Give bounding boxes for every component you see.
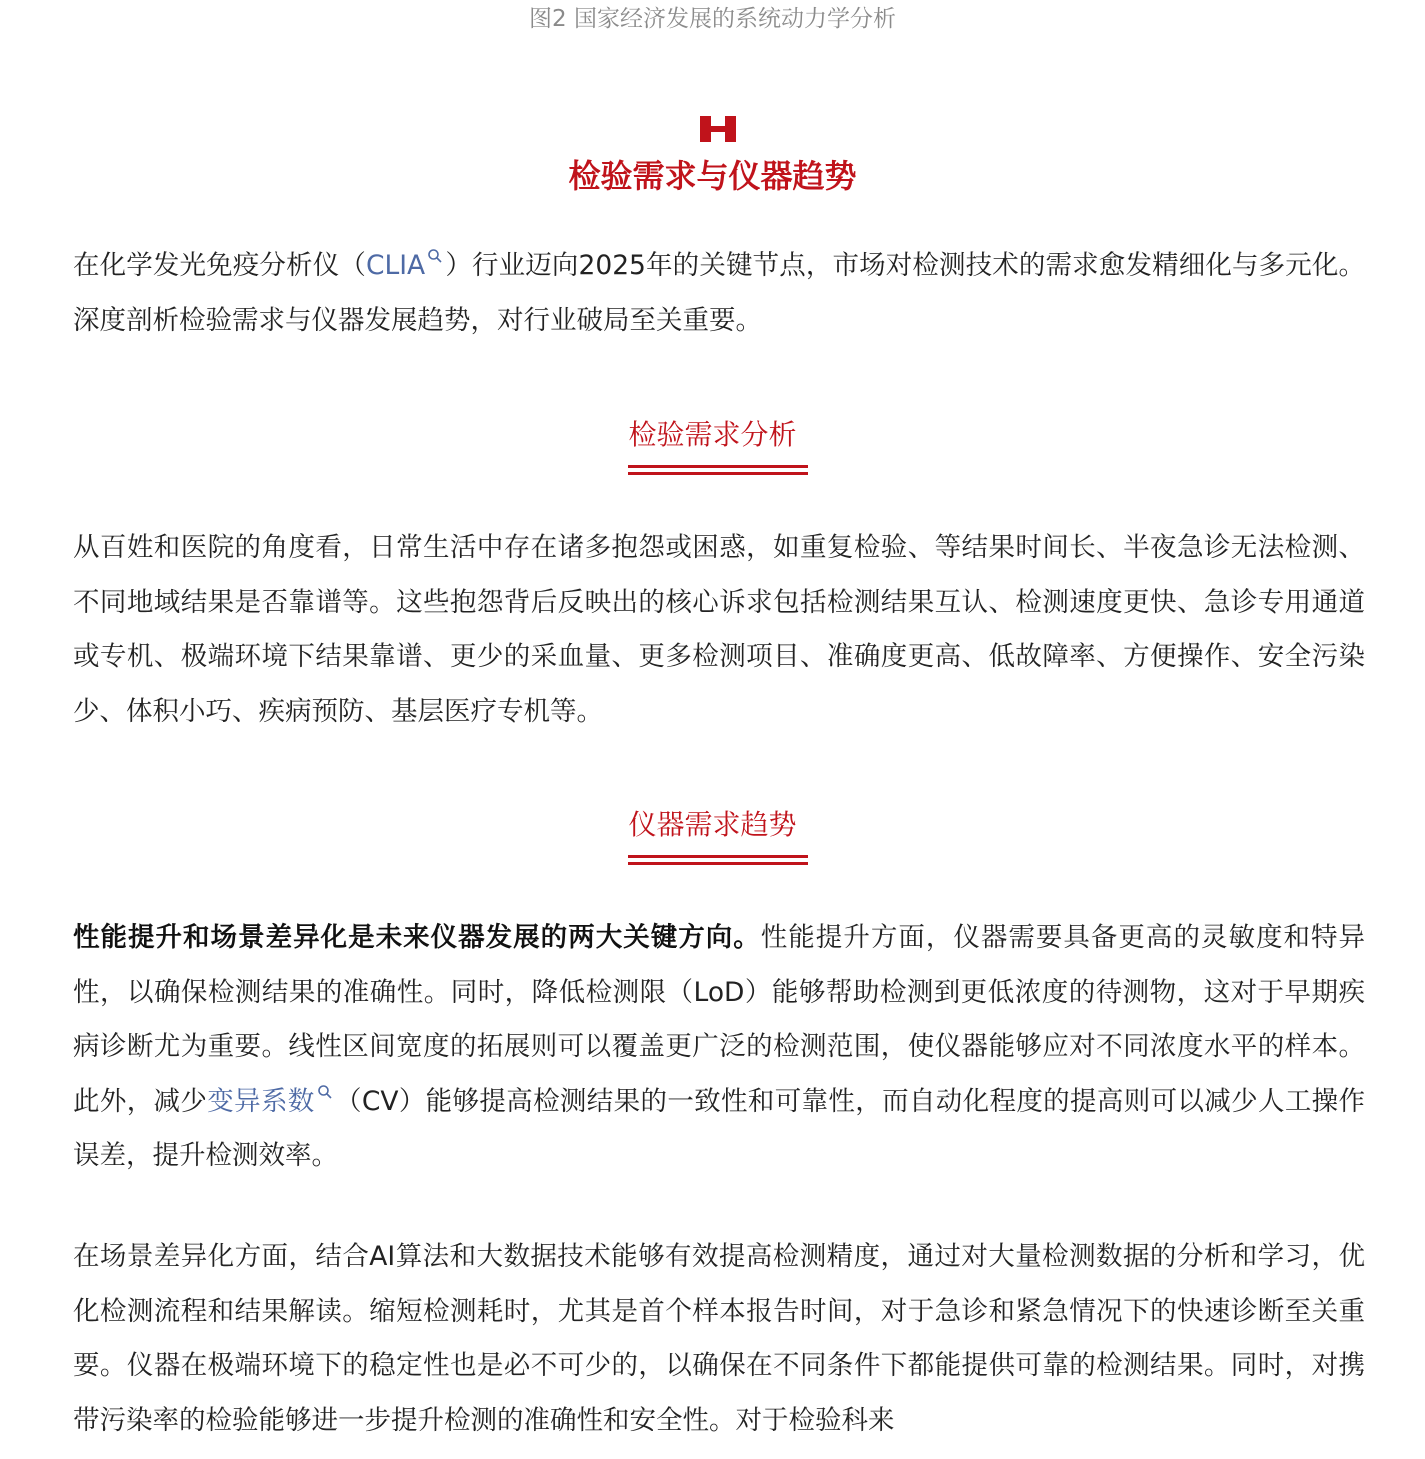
figure-caption: 图2 国家经济发展的系统动力学分析 (529, 6, 896, 32)
heading-demand-analysis: 检验需求分析 (628, 418, 797, 451)
search-icon[interactable] (317, 1084, 333, 1100)
section-title: 检验需求与仪器趋势 (568, 157, 857, 195)
demand-analysis-paragraph: 从百姓和医院的角度看，日常生活中存在诸多抱怨或困惑，如重复检验、等结果时间长、半夜急诊无法检测、不同地域结果是否靠谱等。这些抱怨背后反映出的核心诉求包括检测结果互认、检测速度更快、急诊专用通道或专机、极端环境下结果靠谱、更少的采血量、更多检测项目、准确度更高、低故障率、方便操作、安全污染少、体积小巧、疾病预防、基层医疗专机等。 (73, 532, 1365, 727)
p1-text-after: （CV）能够提高检测结果的一致性和可靠性，而自动化程度的提高则可以减少人工操作误差，提升检测效率。 (73, 1085, 1366, 1171)
clia-link[interactable]: CLIA (365, 250, 426, 281)
key-direction-bold: 性能提升和场景差异化是未来仪器发展的两大关键方向。 (73, 922, 761, 953)
instrument-trend-paragraph-1 (73, 911, 1365, 1184)
heading-underline (628, 855, 808, 867)
heading-instrument-trend: 仪器需求趋势 (628, 808, 797, 841)
h-block-icon (700, 116, 736, 142)
heading-underline (628, 465, 808, 477)
instrument-trend-paragraph-2: 在场景差异化方面，结合AI算法和大数据技术能够有效提高检测精度，通过对大量检测数据的分析和学习，优化检测流程和结果解读。缩短检测耗时，尤其是首个样本报告时间，对于急诊和紧急情况下的快速诊断至关重要。仪器在极端环境下的稳定性也是必不可少的，以确保在不同条件下都能提供可靠的检测结果。同时，对携带污染率的检验能够进一步提升检测的准确性和安全性。对于检验科来 (73, 1241, 1365, 1436)
intro-paragraph (73, 239, 1365, 348)
intro-text-before: 在化学发光免疫分析仪（ (73, 250, 366, 281)
search-icon[interactable] (427, 248, 443, 264)
intro-text-after: ）行业迈向2025年的关键节点，市场对检测技术的需求愈发精细化与多元化。深度剖析检验需求与仪器发展趋势，对行业破局至关重要。 (73, 250, 1365, 336)
cv-link[interactable]: 变异系数 (207, 1085, 315, 1117)
p1-text-before: 性能提升方面，仪器需要具备更高的灵敏度和特异性，以确保检测结果的准确性。同时，降低检测限（LoD）能够帮助检测到更低浓度的待测物，这对于早期疾病诊断尤为重要。线性区间宽度的拓展则可以覆盖更广泛的检测范围，使仪器能够应对不同浓度水平的样本。此外，减少 (73, 922, 1366, 1117)
